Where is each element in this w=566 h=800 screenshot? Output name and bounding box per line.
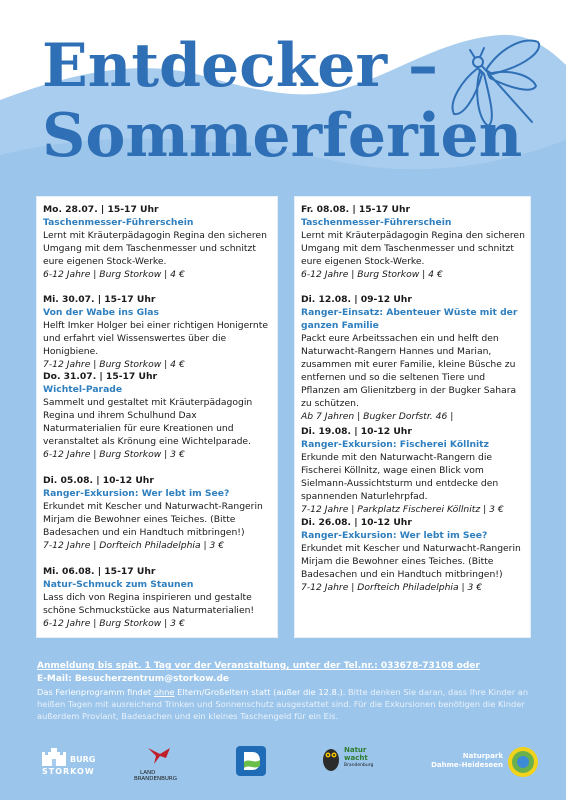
land-logo-text: LAND — [140, 770, 156, 776]
naturpark-logo — [414, 746, 539, 782]
event-card — [43, 565, 273, 630]
event-description: Erkunde mit den Naturwacht-Rangern die Fischerei Köllnitz, wage einen Blick vom Sielmann-Aussichtsturm und entdecke den spannenden Naturlehrpfad. — [301, 452, 499, 502]
event-meta: 6-12 Jahre | Burg Storkow | 3 € — [43, 449, 185, 460]
event-name: Ranger-Exkursion: Fischerei Köllnitz — [301, 439, 489, 450]
registration-info — [37, 660, 532, 722]
event-description: Packt eure Arbeitssachen ein und helft den Naturwacht-Rangern Hannes und Marian, zusammen mit eurer Familie, kleine Büsche zu entfernen und so die seltenen Tiere und Pflanzen am Glienitzberg in der Bugker Sahara zu schützen. — [301, 333, 517, 409]
event-date: Mi. 06.08. | 15-17 Uhr — [43, 566, 156, 577]
event-meta: 6-12 Jahre | Burg Storkow | 4 € — [43, 269, 185, 280]
reminder-note: Bitte denken Sie daran, dass Ihre Kinder an heißen Tagen mit ausreichend Trinken und Sonnenschutz ausgestattet sind. Für die Exkursionen benötigen die Kinder außerdem Proviant, Badesachen und ein kleines Taschengeld für ein Eis. — [37, 687, 529, 721]
program-note-end: Eltern/Großeltern statt (außer die 12.8.). — [174, 687, 346, 697]
program-note-emphasis: ohne — [153, 687, 175, 697]
eagle-icon — [144, 744, 174, 768]
event-card — [43, 203, 273, 281]
naturwacht-logo-text-2: wacht — [344, 754, 368, 762]
event-date: Mo. 28.07. | 15-17 Uhr — [43, 204, 159, 215]
event-meta: 7-12 Jahre | Dorfteich Philadelphia | 3 € — [301, 582, 483, 593]
naturpark-logo-text-2: Dahme-Heideseen — [431, 761, 503, 769]
event-date: Mi. 30.07. | 15-17 Uhr — [43, 294, 156, 305]
event-name: Ranger-Einsatz: Abenteuer Wüste mit der ganzen Familie — [301, 307, 518, 331]
brandenburg-logo-text: BRANDENBURG — [134, 776, 177, 782]
event-description: Erkundet mit Kescher und Naturwacht-Rangerin Mirjam die Bewohner eines Teiches. (Bitte Badesachen und ein Handtuch mitbringen!) — [301, 543, 521, 580]
event-card — [301, 516, 526, 594]
program-note-start: Das Ferienprogramm findet — [37, 687, 154, 697]
events-panel-left — [37, 197, 277, 637]
burg-storkow-logo — [40, 746, 100, 786]
program-note — [37, 687, 528, 721]
land-brandenburg-logo — [132, 744, 192, 788]
event-card — [43, 370, 273, 461]
naturpark-logo-text-1: Naturpark — [462, 752, 503, 760]
event-card — [43, 474, 273, 552]
event-name: Wichtel-Parade — [43, 384, 123, 395]
event-meta: 6-12 Jahre | Burg Storkow | 3 € — [43, 618, 185, 629]
title-line-1: Entdecker – — [42, 31, 438, 101]
event-name: Taschenmesser-Führerschein — [301, 217, 452, 228]
event-name: Taschenmesser-Führerschein — [43, 217, 194, 228]
event-description: Erkundet mit Kescher und Naturwacht-Rangerin Mirjam die Bewohner eines Teiches. (Bitte Badesachen und ein Handtuch mitbringen!) — [43, 501, 263, 538]
event-description: Lass dich von Regina inspirieren und gestalte schöne Schmuckstücke aus Naturmaterialien! — [43, 592, 255, 616]
naturwacht-logo-text-3: Brandenburg — [344, 763, 374, 768]
event-meta: 6-12 Jahre | Burg Storkow | 4 € — [301, 269, 443, 280]
registration-line: Anmeldung bis spät. 1 Tag vor der Veranstaltung, unter der Tel.nr.: 033678-73108 oder — [37, 661, 480, 671]
event-card — [43, 293, 273, 371]
nnl-icon — [236, 746, 266, 776]
event-date: Di. 12.08. | 09-12 Uhr — [301, 294, 412, 305]
event-description: Sammelt und gestaltet mit Kräuterpädagogin Regina und ihrem Schulhund Dax Naturmaterialien für eure Kreationen und veranstaltet als Krönung eine Wichtelparade. — [43, 397, 253, 447]
event-meta: Ab 7 Jahren | Bugker Dorfstr. 46 | — [301, 411, 454, 422]
event-date: Di. 05.08. | 10-12 Uhr — [43, 475, 154, 486]
event-date: Di. 19.08. | 10-12 Uhr — [301, 426, 412, 437]
castle-icon — [40, 746, 68, 766]
nnl-logo — [236, 746, 266, 776]
naturwacht-logo — [322, 744, 382, 790]
event-description: Lernt mit Kräuterpädagogin Regina den sicheren Umgang mit dem Taschenmesser und schnitzt eure eigenen Stock-Werke. — [301, 230, 525, 267]
sun-icon — [507, 746, 539, 778]
event-date: Di. 26.08. | 10-12 Uhr — [301, 517, 412, 528]
event-meta: 7-12 Jahre | Dorfteich Philadelphia | 3 € — [43, 540, 225, 551]
burg-logo-text: BURG — [70, 755, 96, 764]
title-line-2: Sommerferien — [42, 101, 523, 171]
partner-logos — [0, 738, 566, 800]
event-card — [301, 203, 526, 281]
dragonfly-icon — [440, 30, 550, 140]
event-description: Lernt mit Kräuterpädagogin Regina den sicheren Umgang mit dem Taschenmesser und schnitzt eure eigenen Stock-Werke. — [43, 230, 267, 267]
registration-email[interactable]: E-Mail: Besucherzentrum@storkow.de — [37, 674, 230, 684]
naturwacht-logo-text-1: Natur — [344, 746, 367, 754]
event-card — [301, 293, 526, 423]
event-name: Von der Wabe ins Glas — [43, 307, 159, 318]
event-meta: 7-12 Jahre | Burg Storkow | 4 € — [43, 359, 185, 370]
owl-icon — [322, 744, 340, 772]
event-name: Ranger-Exkursion: Wer lebt im See? — [43, 488, 230, 499]
event-card — [301, 425, 526, 516]
events-panel-right — [295, 197, 530, 637]
event-meta: 7-12 Jahre | Parkplatz Fischerei Köllnitz | 3 € — [301, 504, 504, 515]
event-name: Ranger-Exkursion: Wer lebt im See? — [301, 530, 488, 541]
event-date: Do. 31.07. | 15-17 Uhr — [43, 371, 158, 382]
event-date: Fr. 08.08. | 15-17 Uhr — [301, 204, 411, 215]
event-name: Natur-Schmuck zum Staunen — [43, 579, 194, 590]
storkow-logo-text: STORKOW — [42, 767, 95, 776]
event-description: Helft Imker Holger bei einer richtigen Honigernte und erfahrt viel Wissenswertes über die Honigbiene. — [43, 320, 268, 357]
